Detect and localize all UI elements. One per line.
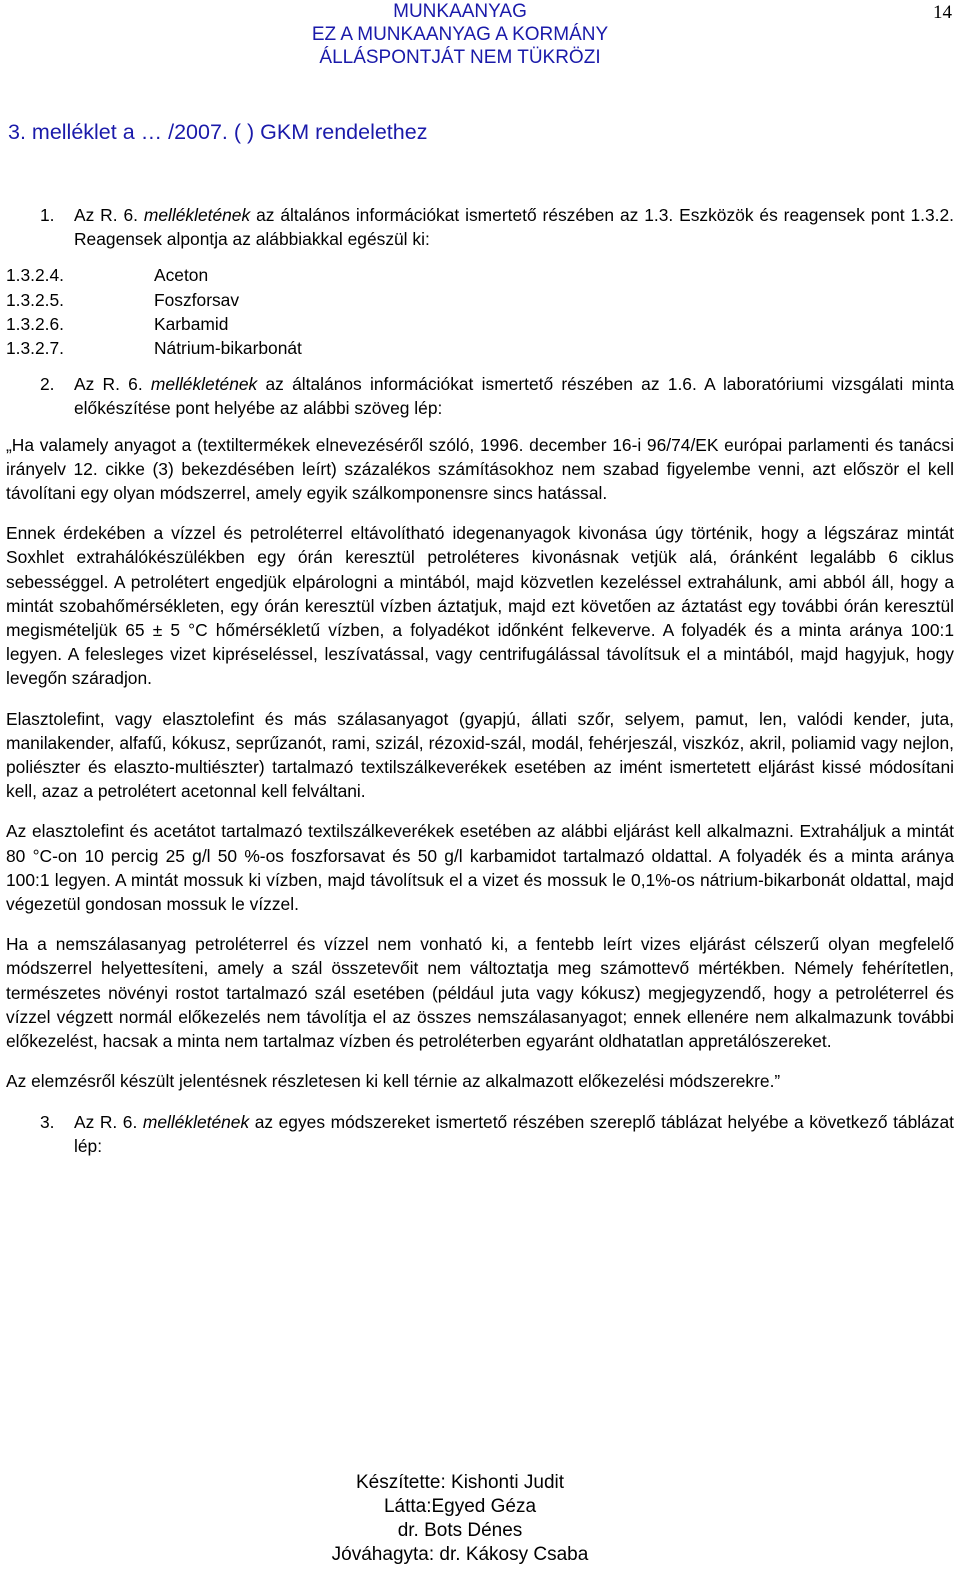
text-run: az egyes módszereket ismertető részében szereplő táblázat helyébe a következő táblázat lép: (74, 1111, 954, 1156)
paragraph: „Ha valamely anyagot a (textiltermékek elnevezéséről szóló, 1996. december 16-i 96/74/EK európai parlamenti és tanácsi irányelv 12. cikke (3) bekezdésében leírt) százalékos számításokhoz nem szabad figyelembe venni, azt először el kell távolítani egy olyan módszerrel, amely egyik szálkomponensre sincs hatással. (6, 434, 954, 504)
watermark-line: MUNKAANYAG (393, 1, 527, 22)
document-body (6, 203, 954, 1158)
list-number: 2. (40, 374, 55, 395)
reagent-code: 1.3.2.7. (6, 338, 65, 359)
emphasis: mellékletének (143, 205, 251, 225)
reagent-name: Nátrium-bikarbonát (154, 338, 302, 359)
signature-line: Látta:Egyed Géza (383, 1496, 537, 1517)
list-item-3 (6, 1110, 954, 1158)
text-run: Az R. 6. (74, 205, 144, 225)
text-run: Az R. 6. (74, 374, 151, 395)
annex-title: 3. melléklet a … /2007. ( ) GKM rendelethez (8, 120, 428, 144)
paragraph: Az elasztolefint és acetátot tartalmazó textilszálkeverékek esetében az alábbi eljárást kell alkalmazni. Extraháljuk a mintát 80 °C-on 10 percig 25 g/l 50 %-os foszforsavat és 50 g/l karbamidot tartalmazó oldattal. A folyadék és a minta aránya 100:1 legyen. A mintát mossuk ki vízben, majd távolítsuk el a vizet és mossuk le 0,1%-os nátrium-bikarbonát oldattal, majd végezetül gondosan mossuk le vízzel. (6, 821, 954, 915)
reagent-row (6, 263, 954, 287)
text-run: az általános információkat ismertető részében az 1.3. Eszközök és reagensek pont 1.3.2. Reagensek alpontja az alábbiakkal egészül ki: (74, 205, 954, 250)
reagent-code: 1.3.2.4. (6, 265, 65, 286)
watermark-line: ÁLLÁSPONTJÁT NEM TÜKRÖZI (319, 47, 601, 68)
reagent-row (6, 336, 954, 360)
list-item-2 (6, 372, 954, 420)
reagent-name: Aceton (154, 265, 209, 286)
list-number: 1. (40, 205, 55, 225)
list-text (74, 203, 954, 251)
text-run: az általános információkat ismertető részében az 1.6. A laboratóriumi vizsgálati minta előkészítése pont helyébe az alábbi szöveg lép: (74, 374, 955, 419)
watermark-line: EZ A MUNKAANYAG A KORMÁNY (311, 24, 609, 45)
list-text (74, 1110, 954, 1158)
draft-watermark (0, 0, 960, 69)
reagent-row (6, 312, 954, 336)
signature-block (0, 1471, 960, 1567)
reagent-list (6, 263, 954, 360)
paragraph: Az elemzésről készült jelentésnek részletesen ki kell térnie az alkalmazott előkezelési módszerekre.” (6, 1071, 781, 1092)
paragraph: Ennek érdekében a vízzel és petroléterrel eltávolítható idegenanyagok kivonása úgy történik, hogy a légszáraz mintát Soxhlet extrahálókészülékben egy órán keresztül petroléteres kivonásnak vetjük alá, óránként legalább 6 ciklus sebességgel. A petrolétert engedjük elpárologni a mintából, majd közvetlen kezeléssel extrahálunk, ami abból áll, hogy a mintát szobahőmérsékleten, egy órán keresztül vízben áztatjuk, majd ezt követően az áztatást egy további órán keresztül megismételjük 65 ± 5 °C hőmérsékletű vízben, a folyadékot időnként felkeverve. A folyadék és a minta aránya 100:1 legyen. A felesleges vizet kipréseléssel, leszívatással, vagy centrifugálással távolítsuk el a mintából, majd hagyjuk, hogy levegőn száradjon. (6, 523, 954, 689)
reagent-code: 1.3.2.6. (6, 313, 65, 334)
reagent-code: 1.3.2.5. (6, 289, 65, 310)
paragraph: Ha a nemszálasanyag petroléterrel és vízzel nem vonható ki, a fentebb leírt vizes eljárást célszerű olyan megfelelő módszerrel helyettesíteni, amely a szál összetevőit nem változtatja meg számottevő mértékben. Némely fehérítetlen, természetes növényi rostot tartalmazó szál esetében (például juta vagy kókusz) megjegyzendő, hogy a petroléterrel és vízzel végzett normál előkezelés nem távolítja el az összes nemszálasanyagot; ennek ellenére nem alkalmazunk további előkezelést, hacsak a minta nem tartalmaz vízben és petroléterben egyaránt oldhatatlan appretálószereket. (6, 934, 954, 1052)
reagent-row (6, 288, 954, 312)
signature-line: Jóváhagyta: dr. Kákosy Csaba (331, 1544, 589, 1565)
page-number: 14 (933, 2, 952, 23)
list-text (74, 372, 954, 420)
signature-line: dr. Bots Dénes (397, 1520, 523, 1541)
paragraph: Elasztolefint, vagy elasztolefint és más szálasanyagot (gyapjú, állati szőr, selyem, pamut, len, valódi kender, juta, manilakender, alfafű, kókusz, seprűzanót, rami, szizál, rézoxid-szál, modál, fehérjeszál, viszkóz, akril, poliamid vagy nejlon, poliészter és elaszto-multiészter) tartalmazó textilszálkeverékek esetében az imént ismertetett eljárást kissé módosítani kell, azaz a petrolétert acetonnal kell felváltani. (6, 708, 954, 802)
list-item-1 (6, 203, 954, 251)
text-run: Az R. 6. (74, 1111, 143, 1132)
reagent-name: Foszforsav (154, 289, 240, 310)
list-number: 3. (40, 1111, 55, 1132)
emphasis: mellékletének (142, 1111, 250, 1132)
reagent-name: Karbamid (154, 313, 229, 334)
emphasis: mellékletének (150, 374, 258, 395)
signature-line: Készítette: Kishonti Judit (355, 1472, 565, 1493)
